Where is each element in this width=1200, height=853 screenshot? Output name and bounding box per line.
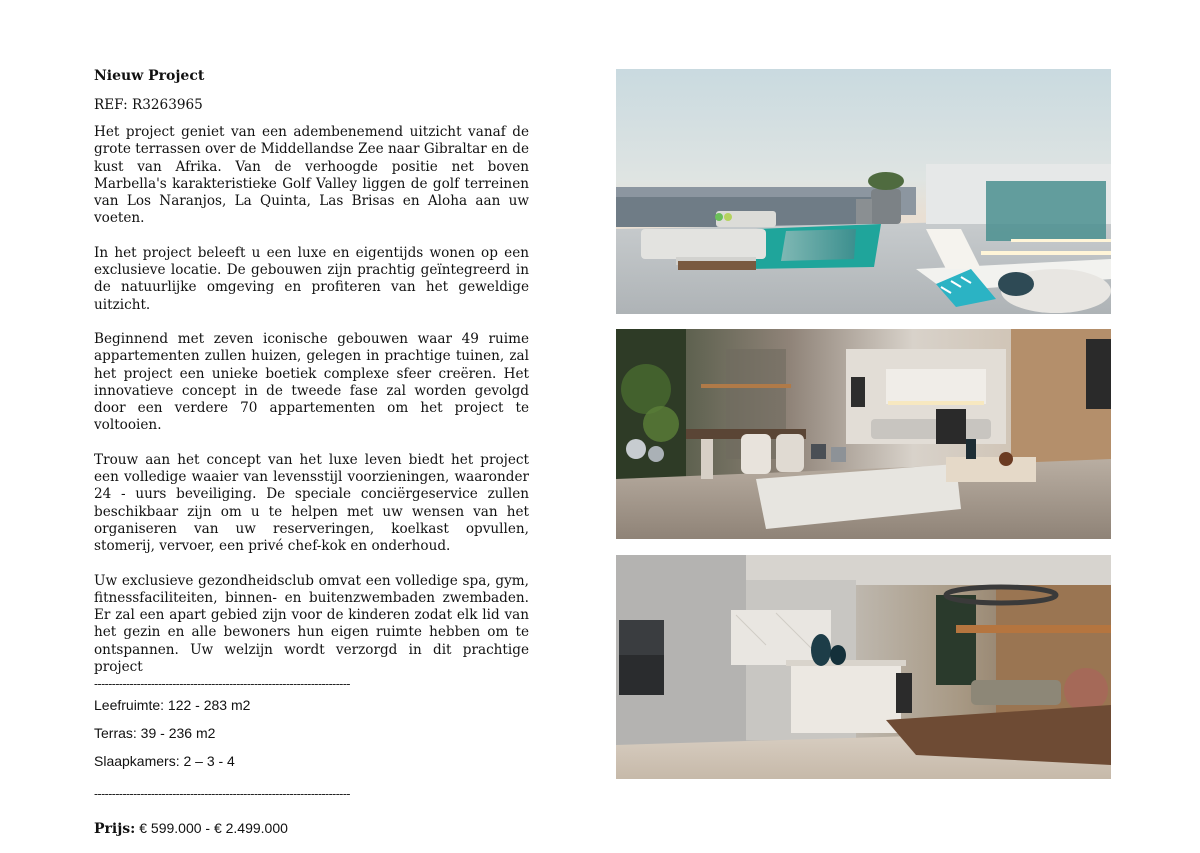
spec-living-space: Leefruimte: 122 - 283 m2 <box>94 697 251 714</box>
price-value: € 599.000 - € 2.499.000 <box>135 820 288 837</box>
photo-living-room <box>616 329 1111 539</box>
divider-top: ------------------------------------------------------------------------ <box>94 677 350 692</box>
paragraph-health-club: Uw exclusieve gezondheidsclub omvat een volledige spa, gym, fitnessfaciliteiten, binnen- en buitenzwembaden zwembaden. Er zal een apart gebied zijn voor de kinderen zodat elk lid van het gezin en alle bewoners hun eigen ruimte hebben om te ontspannen. Uw welzijn wordt verzorgd in dit prachtige project <box>94 572 529 676</box>
paragraph-buildings: Beginnend met zeven iconische gebouwen waar 49 ruime appartementen zullen huizen, gelegen in prachtige tuinen, zal het project een unieke boetiek complexe sfeer creëren. Het innovatieve concept in de tweede fase zal worden gevolgd door een verdere 70 appartementen om het project te voltooien. <box>94 330 529 434</box>
spec-terrace: Terras: 39 - 236 m2 <box>94 725 216 742</box>
spec-bedrooms: Slaapkamers: 2 – 3 - 4 <box>94 753 235 770</box>
photo-terrace <box>616 69 1111 314</box>
price-line <box>94 818 529 839</box>
photo-kitchen <box>616 555 1111 779</box>
description-column <box>94 66 529 853</box>
page-title: Nieuw Project <box>94 68 205 84</box>
paragraph-view: Het project geniet van een adembenemend uitzicht vanaf de grote terrassen over de Middellandse Zee naar Gibraltar en de kust van Afrika. Van de verhoogde positie net boven Marbella's karakteristieke Golf Valley liggen de golf terreinen van Los Naranjos, La Quinta, Las Brisas en Aloha aan uw voeten. <box>94 124 529 227</box>
divider-bottom: ------------------------------------------------------------------------ <box>94 787 350 802</box>
price-label: Prijs: <box>94 821 136 838</box>
reference-number: REF: R3263965 <box>94 97 203 113</box>
paragraph-lifestyle: In het project beleeft u een luxe en eigentijds wonen op een exclusieve locatie. De gebouwen zijn prachtig geïntegreerd in de natuurlijke omgeving en profiteren van het geweldige uitzicht. <box>94 244 529 313</box>
paragraph-services: Trouw aan het concept van het luxe leven biedt het project een volledige waaier van levensstijl voorzieningen, waaronder 24 - uurs beveiliging. De speciale conciërgeservice zullen beschikbaar zijn om u te helpen met uw wensen van het organiseren van uw reserveringen, koelkast opvullen, stomerij, vervoer, een privé chef-kok en onderhoud. <box>94 451 529 555</box>
